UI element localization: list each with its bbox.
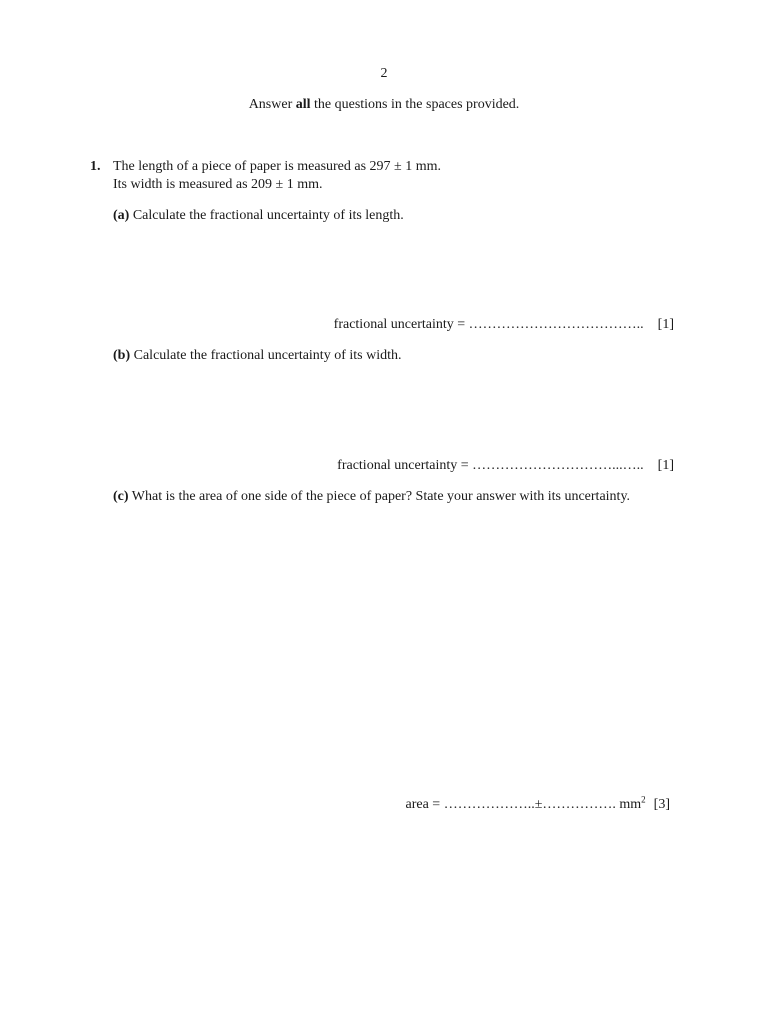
page-number: 2 [380, 66, 388, 81]
instructions-post: the questions in the spaces provided. [310, 97, 520, 112]
part-b-label: (b) [113, 348, 131, 363]
instructions [0, 96, 768, 114]
instructions-pre: Answer [248, 97, 296, 112]
part-a-answer-label: fractional uncertainty = [333, 317, 469, 332]
part-c-prompt [113, 488, 630, 506]
part-b-prompt [113, 347, 401, 365]
question-stem-line-2: Its width is measured as 209 ± 1 mm. [113, 177, 323, 192]
part-a-answer-blank[interactable]: ……………………………….. [468, 317, 644, 332]
part-b-answer-line [337, 457, 674, 475]
part-c-answer-label: area = [405, 797, 444, 812]
part-b-answer-label: fractional uncertainty = [337, 458, 473, 473]
part-b-answer-blank[interactable]: …………………………...….. [472, 458, 644, 473]
question-number: 1. [90, 159, 101, 174]
part-a-prompt [113, 207, 404, 225]
part-c-unit: mm [619, 797, 642, 812]
instructions-emphasis: all [295, 97, 311, 112]
part-c-answer-blank-uncertainty[interactable]: ……………. [542, 797, 620, 812]
part-c-marks: [3] [653, 797, 670, 812]
question-stem-line-1: The length of a piece of paper is measured as 297 ± 1 mm. [113, 159, 442, 174]
part-b-text: Calculate the fractional uncertainty of its width. [130, 348, 402, 363]
part-b-marks: [1] [657, 458, 674, 473]
part-a-marks: [1] [657, 317, 674, 332]
part-c-answer-line [406, 796, 671, 814]
part-c-answer-blank-value[interactable]: ……………….. [443, 797, 535, 812]
part-c-plus-minus: ± [534, 797, 543, 812]
part-a-answer-line [334, 316, 674, 334]
part-a-label: (a) [113, 208, 130, 223]
part-c-label: (c) [113, 489, 129, 504]
part-a-text: Calculate the fractional uncertainty of its length. [129, 208, 404, 223]
part-c-text: What is the area of one side of the piece of paper? State your answer with its uncertainty. [128, 489, 631, 504]
part-c-unit-exponent: 2 [641, 794, 646, 805]
